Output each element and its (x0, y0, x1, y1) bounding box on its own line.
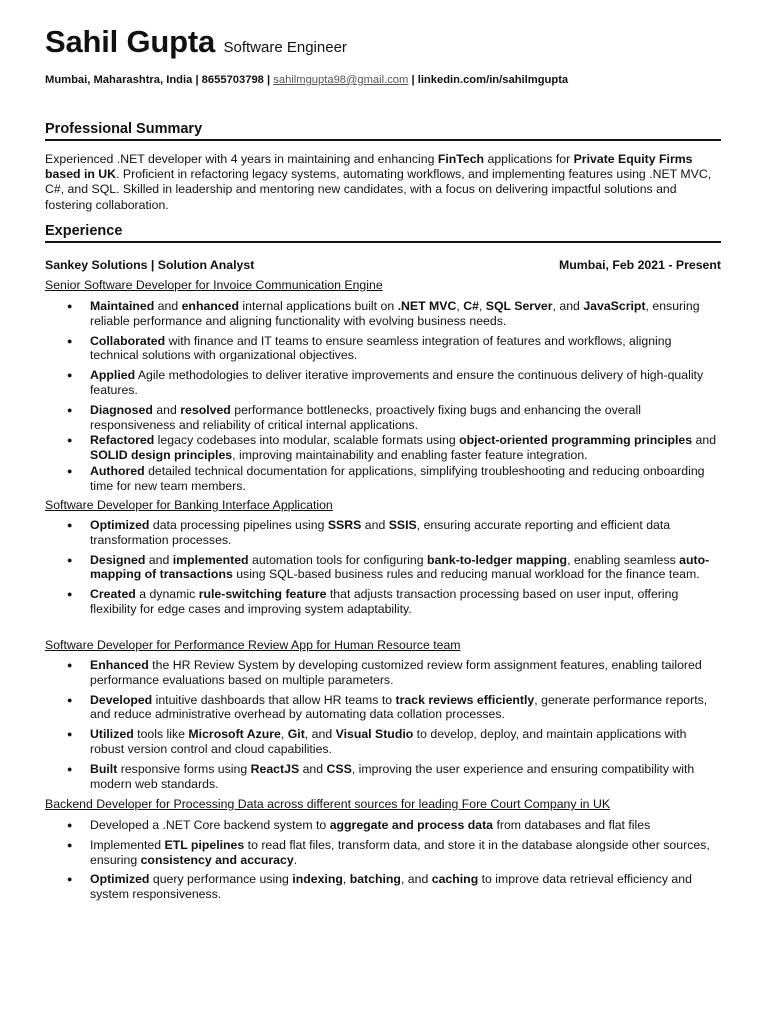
job-header (45, 258, 721, 272)
summary-heading: Professional Summary (45, 121, 721, 141)
project-bullets (45, 658, 723, 791)
contact-location-phone: Mumbai, Maharashtra, India | 8655703798 | (45, 74, 274, 86)
project-title: Senior Software Developer for Invoice Communication Engine (45, 278, 383, 292)
bullet-item: ● Developed intuitive dashboards that allow HR teams to track reviews efficiently, generate performance reports, and reduce administrative overhead by automating data collation processes. (45, 693, 723, 723)
project-bullets (45, 518, 723, 617)
project-title: Software Developer for Performance Review App for Human Resource team (45, 638, 461, 652)
experience-heading: Experience (45, 223, 721, 243)
project-bullets (45, 818, 723, 902)
bullet-item: ● Enhanced the HR Review System by developing customized review form assignment features, enabling tailored performance evaluations based on multiple parameters. (45, 658, 723, 688)
bullet-item: ● Designed and implemented automation tools for configuring bank-to-ledger mapping, enabling seamless auto-mapping of transactions using SQL-based business rules and reducing manual workload for the finance team. (45, 553, 723, 583)
bullet-item: ● Maintained and enhanced internal applications built on .NET MVC, C#, SQL Server, and JavaScript, ensuring reliable performance and aligning functionality with evolving business needs. (45, 299, 723, 329)
bullet-item: ● Developed a .NET Core backend system to aggregate and process data from databases and flat files (45, 818, 723, 833)
bullet-item: ● Optimized query performance using indexing, batching, and caching to improve data retrieval efficiency and system responsiveness. (45, 872, 723, 902)
job-location-date: Mumbai, Feb 2021 - Present (559, 258, 721, 272)
bullet-item: ● Refactored legacy codebases into modular, scalable formats using object-oriented programming principles and SOLID design principles, improving maintainability and enabling faster feature integration. (45, 433, 723, 463)
bullet-item: ● Diagnosed and resolved performance bottlenecks, proactively fixing bugs and enhancing the overall responsiveness and reliability of critical internal applications. (45, 403, 723, 433)
candidate-name: Sahil Gupta (45, 24, 216, 59)
bullet-item: ● Optimized data processing pipelines using SSRS and SSIS, ensuring accurate reporting and efficient data transformation processes. (45, 518, 723, 548)
experience-section (45, 223, 723, 243)
project-bullets (45, 299, 723, 494)
candidate-title: Software Engineer (223, 39, 347, 56)
summary-text: Experienced .NET developer with 4 years in maintaining and enhancing FinTech applications for Private Equity Firms based in UK. Proficient in refactoring legacy systems, automating workflows, and implementing features using .NET MVC, C#, and SQL. Skilled in leadership and mentoring new candidates, with a focus on delivering impactful solutions and fostering collaboration. (45, 152, 712, 212)
project-title: Backend Developer for Processing Data across different sources for leading Fore Court Company in UK (45, 797, 611, 811)
company-role: Sankey Solutions | Solution Analyst (45, 258, 255, 272)
summary-section (45, 121, 723, 141)
bullet-item: ● Implemented ETL pipelines to read flat files, transform data, and store it in the database alongside other sources, ensuring consistency and accuracy. (45, 838, 723, 868)
email-link[interactable]: sahilmgupta98@gmail.com (273, 74, 409, 86)
bullet-item: ● Collaborated with finance and IT teams to ensure seamless integration of features and workflows, aligning technical solutions with organizational objectives. (45, 334, 723, 364)
bullet-item: ● Utilized tools like Microsoft Azure, Git, and Visual Studio to develop, deploy, and maintain applications with robust version control and cloud capabilities. (45, 727, 723, 757)
bullet-item: ● Applied Agile methodologies to deliver iterative improvements and ensure the continuous delivery of high-quality features. (45, 368, 723, 398)
contact-linkedin: | linkedin.com/in/sahilmgupta (408, 74, 569, 86)
bullet-item: ● Built responsive forms using ReactJS and CSS, improving the user experience and ensuring compatibility with modern web standards. (45, 762, 723, 792)
contact-line (45, 74, 568, 86)
bullet-item: ● Authored detailed technical documentation for applications, simplifying troubleshooting and reducing onboarding time for new team members. (45, 464, 723, 494)
bullet-item: ● Created a dynamic rule-switching feature that adjusts transaction processing based on user input, offering flexibility for edge cases and improving system adaptability. (45, 587, 723, 617)
project-title: Software Developer for Banking Interface Application (45, 498, 333, 512)
resume-header (45, 24, 347, 60)
